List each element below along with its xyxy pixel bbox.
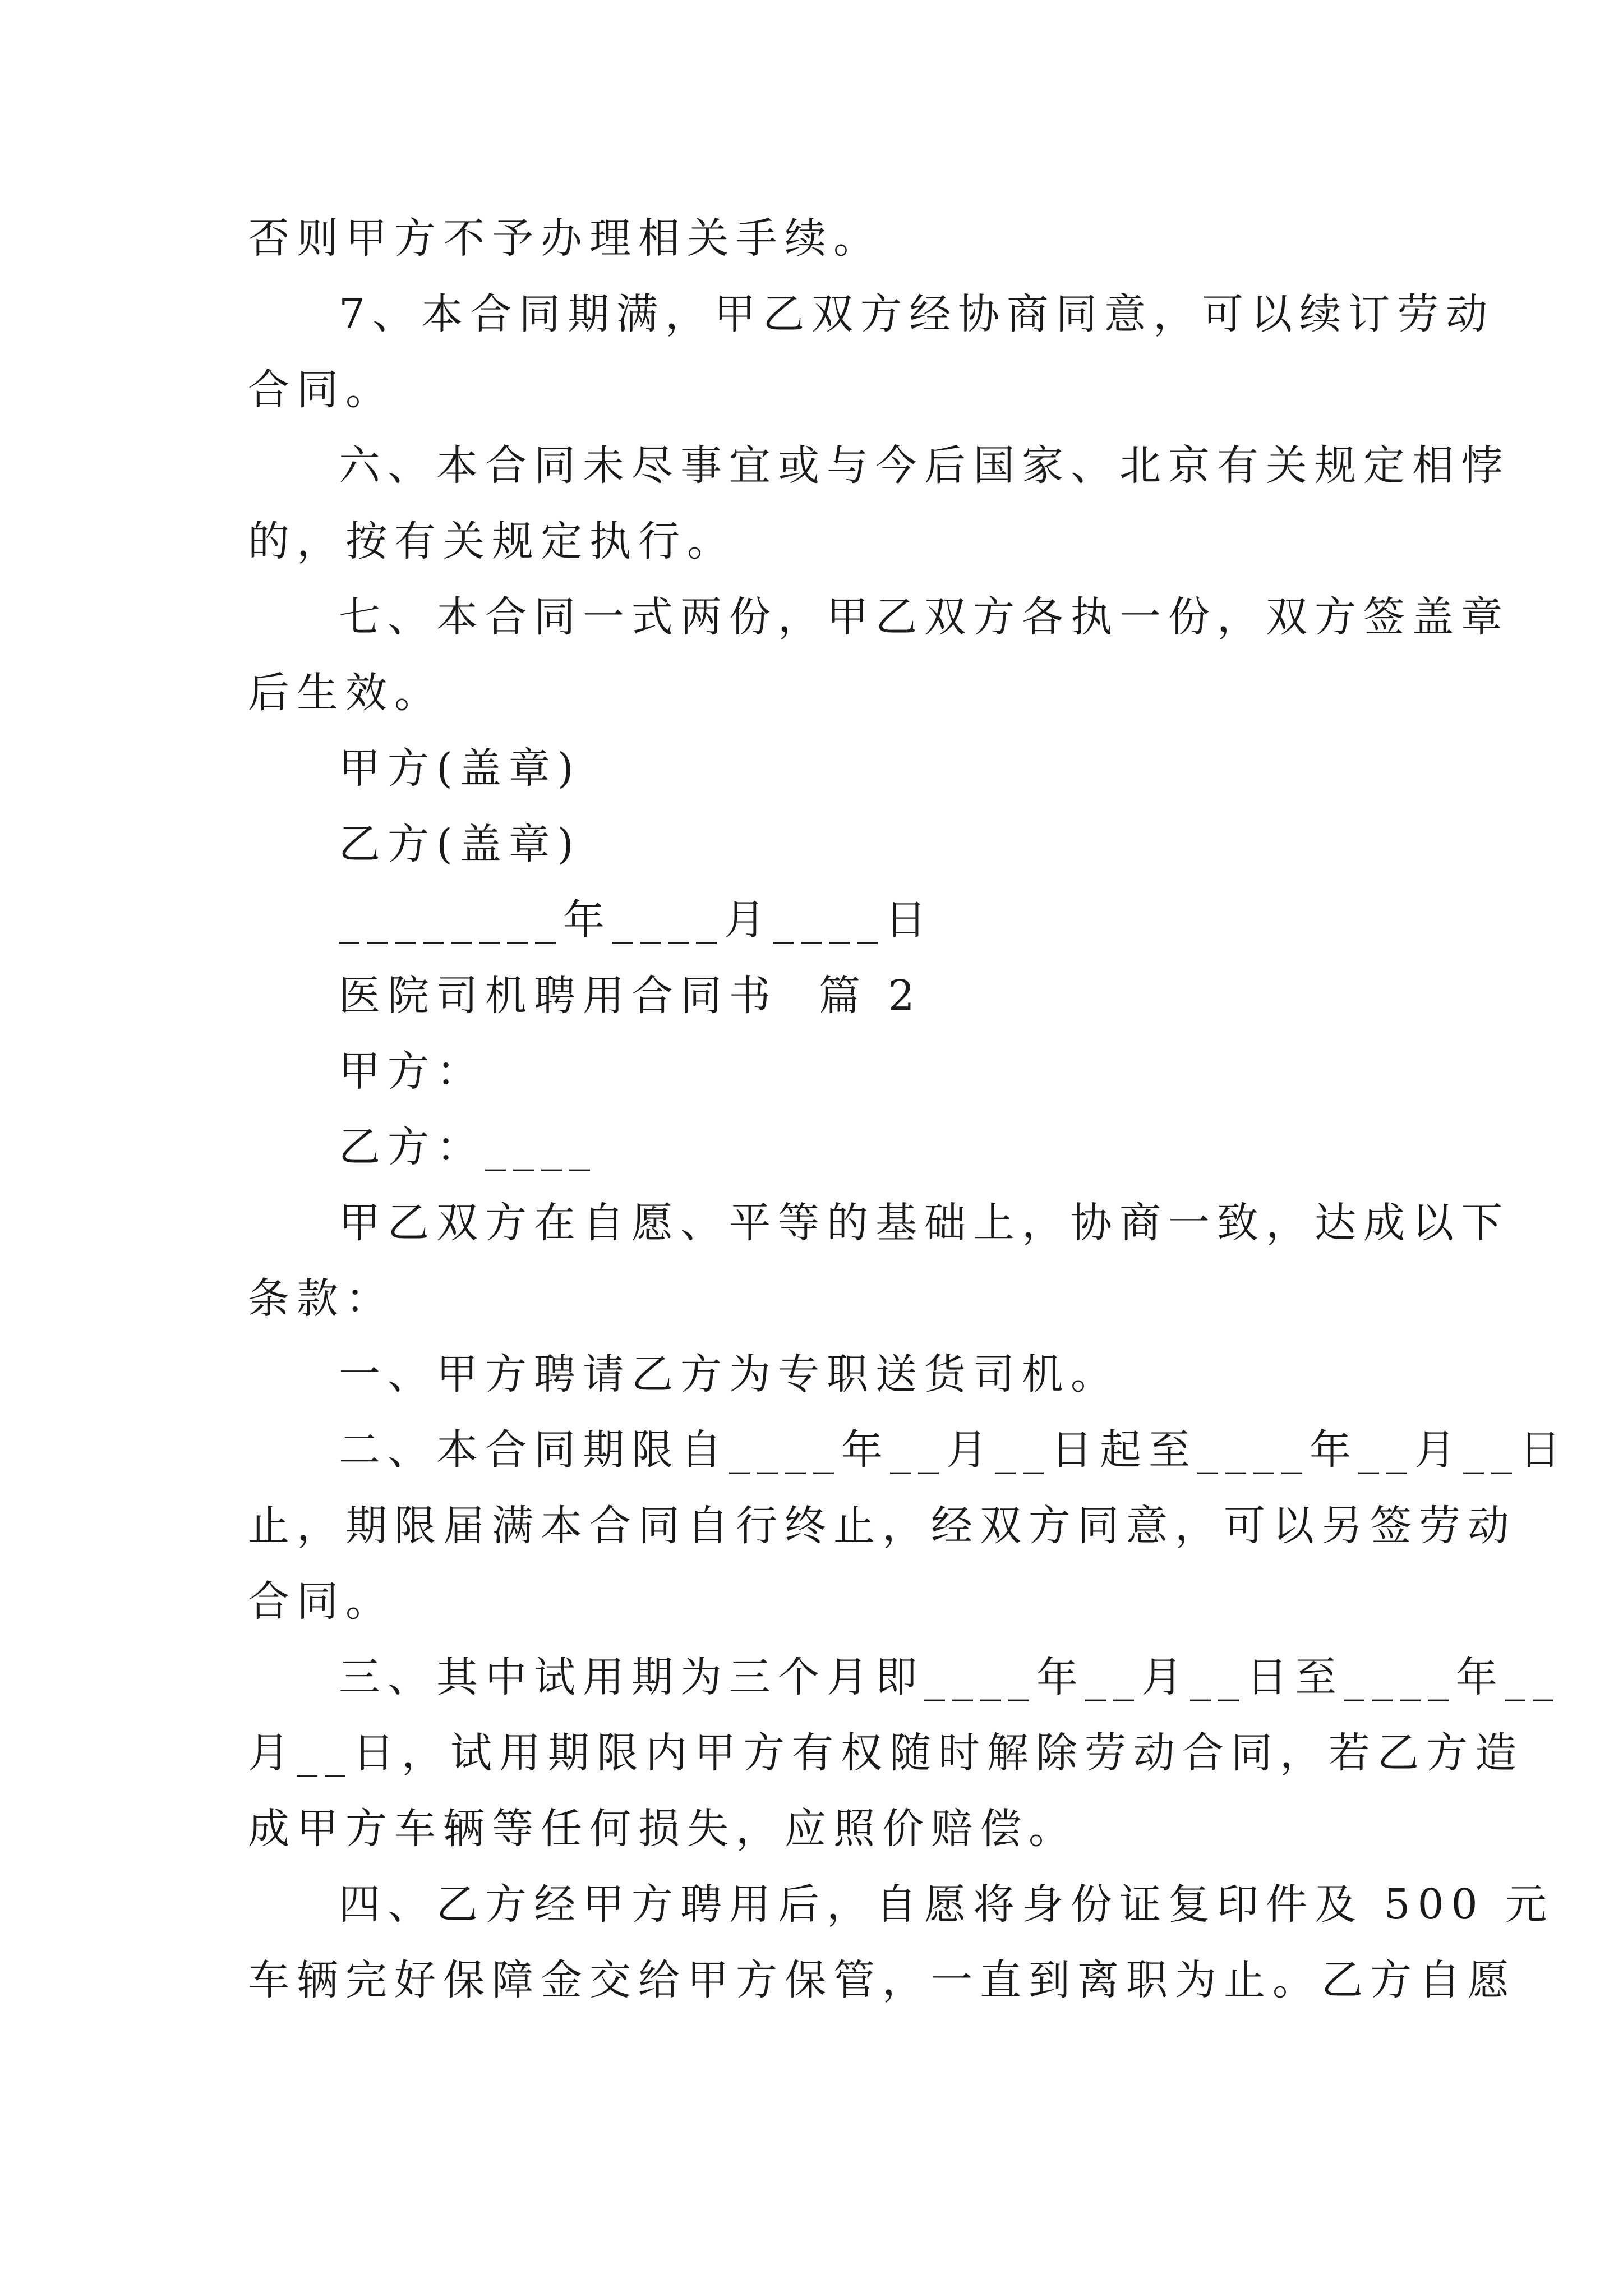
text-line: 止，期限届满本合同自行终止，经双方同意，可以另签劳动 [248,1502,1516,1550]
party-a-label: 甲方： [339,1047,485,1096]
signature-party-b: 乙方(盖章) [339,820,581,868]
text-line: 四、乙方经甲方聘用后，自愿将身份证复印件及 500 元 [339,1880,1555,1929]
text-line: 一、甲方聘请乙方为专职送货司机。 [339,1350,1119,1398]
signature-date: ________年____月____日 [339,896,934,944]
text-line: 条款： [248,1274,394,1323]
text-line: 合同。 [248,1577,394,1626]
text-line: 成甲方车辆等任何损失，应照价赔偿。 [248,1805,1077,1853]
text-line: 六、本合同未尽事宜或与今后国家、北京有关规定相悖 [339,441,1510,490]
text-line: 二、本合同期限自____年__月__日起至____年__月__日 [339,1426,1568,1474]
text-line: 7、本合同期满，甲乙双方经协商同意，可以续订劳动 [339,290,1495,338]
text-line: 甲乙双方在自愿、平等的基础上，协商一致，达成以下 [339,1199,1510,1247]
text-line: 七、本合同一式两份，甲乙双方各执一份，双方签盖章 [339,593,1510,641]
section-title: 医院司机聘用合同书 篇 2 [339,972,922,1020]
text-line: 合同。 [248,366,394,414]
text-line: 三、其中试用期为三个月即____年__月__日至____年__ [339,1653,1561,1701]
text-line: 月__日，试用期限内甲方有权随时解除劳动合同，若乙方造 [248,1729,1524,1777]
signature-party-a: 甲方(盖章) [339,744,581,793]
text-line: 的，按有关规定执行。 [248,517,736,565]
party-b-label: 乙方：____ [339,1123,597,1171]
text-line: 否则甲方不予办理相关手续。 [248,214,882,263]
text-line: 车辆完好保障金交给甲方保管，一直到离职为止。乙方自愿 [248,1956,1516,2004]
text-line: 后生效。 [248,669,443,717]
